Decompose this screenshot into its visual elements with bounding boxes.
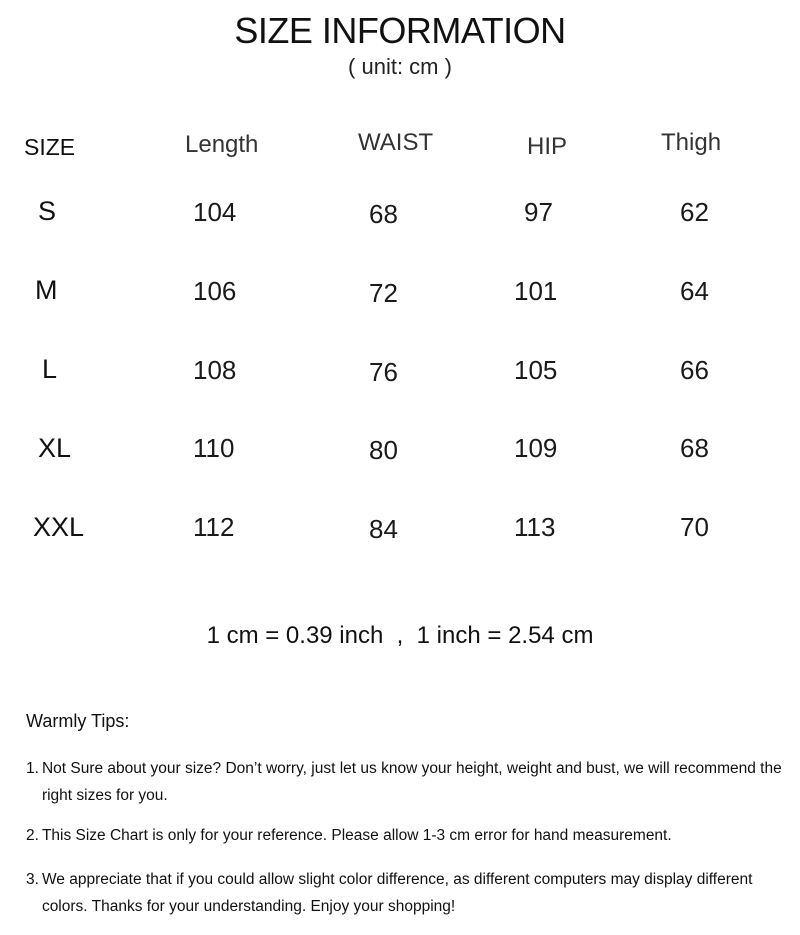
length-value: 104 <box>193 197 237 227</box>
unit-conversion: 1 cm = 0.39 inch , 1 inch = 2.54 cm <box>206 622 594 649</box>
thigh-value: 68 <box>680 433 709 463</box>
unit-note: ( unit: cm ) <box>348 54 452 79</box>
waist-value: 72 <box>369 278 398 308</box>
thigh-value: 70 <box>680 512 709 542</box>
tips-heading: Warmly Tips: <box>26 711 130 731</box>
length-value: 112 <box>193 512 235 542</box>
tip-number: 2. <box>26 827 39 844</box>
header-size: SIZE <box>24 134 76 160</box>
size-label: XXL <box>33 512 85 542</box>
waist-value: 68 <box>369 199 398 229</box>
hip-value: 109 <box>514 433 558 463</box>
waist-value: 76 <box>369 357 398 387</box>
size-label: S <box>38 196 57 226</box>
hip-value: 101 <box>514 276 558 306</box>
tip-text: Not Sure about your size? Don’t worry, just let us know your height, weight and bust, we will recommend the right sizes for you. <box>41 760 782 804</box>
tip-number: 1. <box>26 760 39 777</box>
length-value: 106 <box>193 276 237 306</box>
tip-text: This Size Chart is only for your reference. Please allow 1-3 cm error for hand measurement. <box>41 827 672 844</box>
size-label: L <box>42 354 58 384</box>
header-thigh: Thigh <box>661 129 722 156</box>
header-waist: WAIST <box>358 129 434 156</box>
header-hip: HIP <box>527 133 568 160</box>
tip-item <box>26 822 786 849</box>
waist-value: 80 <box>369 435 398 465</box>
hip-value: 97 <box>524 197 553 227</box>
tip-item <box>26 755 786 809</box>
thigh-value: 62 <box>680 197 709 227</box>
tip-text: We appreciate that if you could allow slight color difference, as different computers may display different colors. Thanks for your understanding. Enjoy your shopping! <box>41 871 753 915</box>
tip-number: 3. <box>26 871 39 888</box>
size-label: XL <box>38 433 72 463</box>
hip-value: 105 <box>514 355 558 385</box>
hip-value: 113 <box>514 512 556 542</box>
length-value: 110 <box>193 433 235 463</box>
thigh-value: 64 <box>680 276 709 306</box>
waist-value: 84 <box>369 514 398 544</box>
header-length: Length <box>185 131 259 158</box>
size-label: M <box>35 275 58 305</box>
length-value: 108 <box>193 355 237 385</box>
tip-item <box>26 866 786 920</box>
page-title: SIZE INFORMATION <box>234 10 566 51</box>
thigh-value: 66 <box>680 355 709 385</box>
